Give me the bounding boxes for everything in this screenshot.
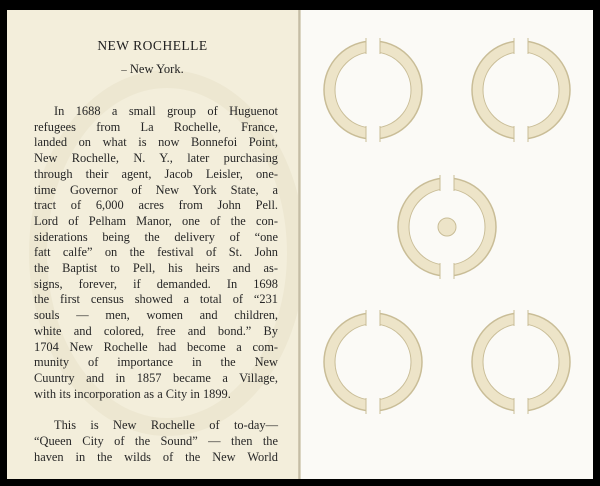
history-paragraph-1	[34, 104, 278, 402]
text-line: tract of 6,000 acres from John Pell.	[34, 198, 278, 213]
text-line: siderations being the delivery of “one	[34, 229, 278, 244]
text-line: 1704 New Rochelle had become a com-	[34, 339, 278, 354]
text-line: refugees from La Rochelle, France,	[34, 119, 278, 134]
text-line: Cuuntry and in 1857 became a Village,	[34, 370, 278, 385]
card-subtitle	[7, 62, 298, 77]
text-panel	[7, 10, 298, 479]
coin-slot	[321, 310, 425, 414]
text-line: souls — men, women and children,	[34, 308, 278, 323]
text-line: landed on what is now Bonnefoi Point,	[34, 135, 278, 150]
subtitle-text: New York.	[129, 62, 184, 76]
coin-slot-ring-icon	[321, 38, 425, 142]
coin-slot	[469, 38, 573, 142]
coin-slot	[469, 310, 573, 414]
text-line: white and colored, free and bond.” By	[34, 323, 278, 338]
text-line: signs, forever, if demanded. In 1698	[34, 276, 278, 291]
coin-slot-ring-icon	[469, 310, 573, 414]
subtitle-dash: –	[121, 64, 127, 76]
coin-slot	[321, 38, 425, 142]
text-line: New Rochelle, N. Y., later purchasing	[34, 151, 278, 166]
folder-card	[7, 10, 593, 479]
text-line: Lord of Pelham Manor, one of the con-	[34, 213, 278, 228]
text-line: “Queen City of the Sound” — then the	[34, 434, 278, 449]
text-line: the Baptist to Pell, his heirs and as-	[34, 261, 278, 276]
coin-board-panel	[301, 10, 593, 479]
card-title: NEW ROCHELLE	[97, 38, 208, 53]
text-line: fatt calfe” on the festival of St. John	[34, 245, 278, 260]
coin-slot-ring-icon	[469, 38, 573, 142]
text-line: munity of importance in the New	[34, 355, 278, 370]
coin-slot-center	[395, 175, 499, 279]
text-line: In 1688 a small group of Huguenot	[54, 104, 278, 118]
coin-slot-ring-icon	[395, 175, 499, 279]
coin-slot-ring-icon	[321, 310, 425, 414]
history-paragraph-2	[34, 418, 278, 465]
text-line: This is New Rochelle of to-day—	[54, 418, 278, 433]
text-line: haven in the wilds of the New World	[34, 449, 278, 464]
text-line: time Governor of New York State, a	[34, 182, 278, 197]
history-text	[34, 104, 278, 465]
text-line: through their agent, Jacob Leisler, one-	[34, 166, 278, 181]
text-line: the first census showed a total of “231	[34, 292, 278, 307]
text-line: with its incorporation as a City in 1899.	[34, 386, 231, 401]
